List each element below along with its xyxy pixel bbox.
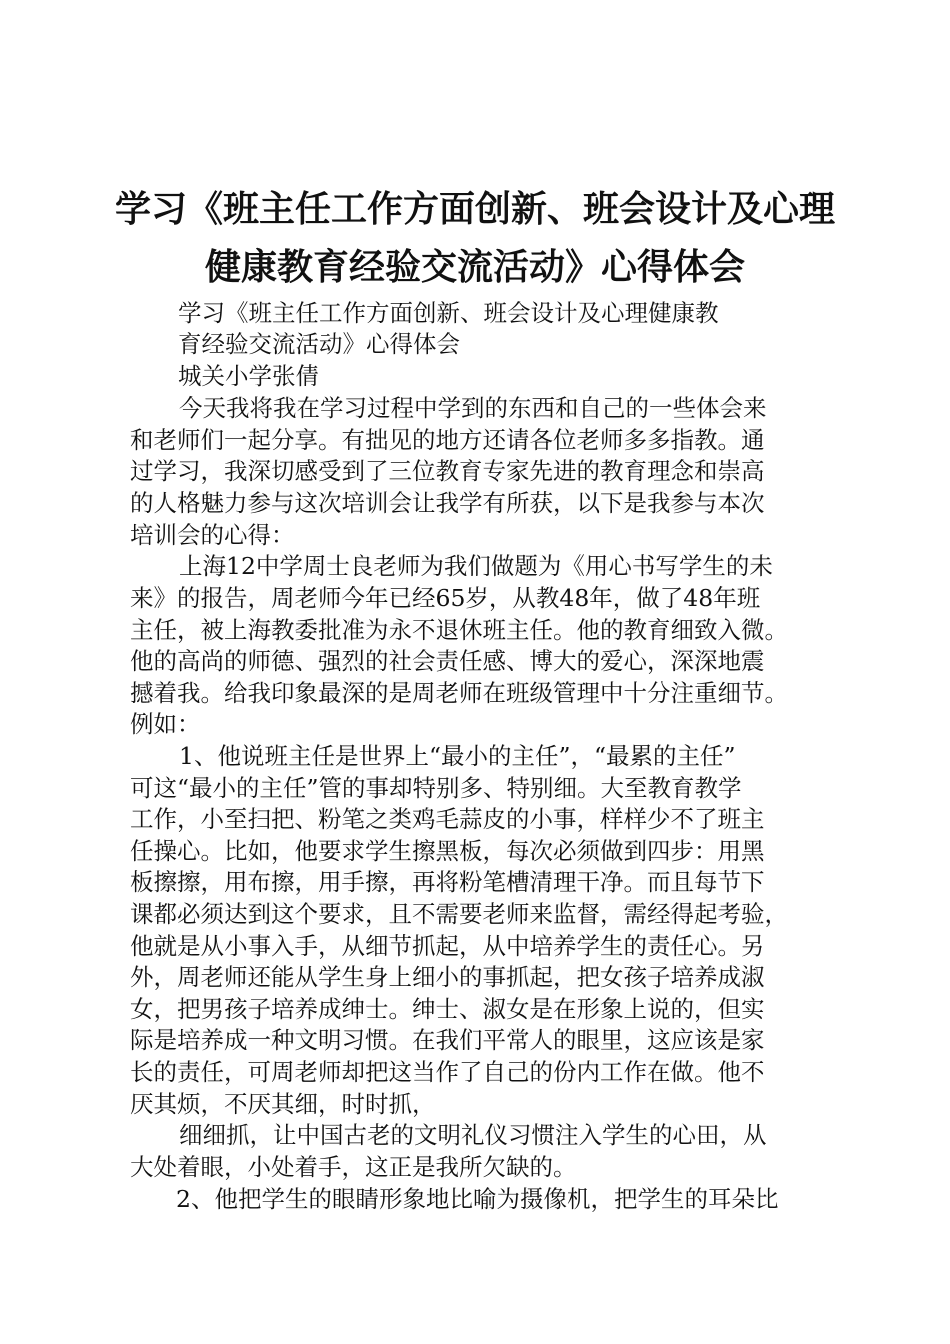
document-title-line-1: 学习《班主任工作方面创新、班会设计及心理 xyxy=(114,189,835,230)
paragraph-3-line-2: 可这“最小的主任”管的事却特别多、特别细。大至教育教学 xyxy=(130,774,742,802)
paragraph-4-line-1: 细细抓，让中国古老的文明礼仪习惯注入学生的心田，从 xyxy=(179,1121,767,1149)
paragraph-1-line-5: 培训会的心得： xyxy=(130,521,295,549)
paragraph-3-line-1: 1、他说班主任是世界上“最小的主任”，“最累的主任” xyxy=(179,742,736,770)
paragraph-2-line-1: 上海12中学周士良老师为我们做题为《用心书写学生的未 xyxy=(179,552,773,580)
paragraph-3-line-5: 板擦擦，用布擦，用手擦，再将粉笔槽清理干净。而且每节下 xyxy=(130,868,765,896)
author-line: 城关小学张倩 xyxy=(178,362,319,390)
paragraph-2-line-4: 他的高尚的师德、强烈的社会责任感、博大的爱心，深深地震 xyxy=(130,647,765,675)
paragraph-3-line-10: 际是培养成一种文明习惯。在我们平常人的眼里，这应该是家 xyxy=(130,1026,765,1054)
paragraph-3-line-3: 工作，小至扫把、粉笔之类鸡毛蒜皮的小事，样样少不了班主 xyxy=(130,805,765,833)
paragraph-3-line-4: 任操心。比如，他要求学生擦黑板，每次必须做到四步：用黑 xyxy=(130,837,765,865)
paragraph-4-line-2: 大处着眼，小处着手，这正是我所欠缺的。 xyxy=(130,1153,577,1181)
paragraph-2-line-2: 来》的报告，周老师今年已经65岁，从教48年，做了48年班 xyxy=(130,584,761,612)
paragraph-1-line-4: 的人格魅力参与这次培训会让我学有所获，以下是我参与本次 xyxy=(130,489,765,517)
document-title-line-2: 健康教育经验交流活动》心得体会 xyxy=(204,247,745,288)
paragraph-2-line-3: 主任，被上海教委批准为永不退休班主任。他的教育细致入微。 xyxy=(130,616,788,644)
subtitle-line-1: 学习《班主任工作方面创新、班会设计及心理健康教 xyxy=(178,299,719,327)
paragraph-3-line-12: 厌其烦，不厌其细，时时抓， xyxy=(130,1090,436,1118)
paragraph-3-line-8: 外，周老师还能从学生身上细小的事抓起，把女孩子培养成淑 xyxy=(130,963,765,991)
paragraph-1-line-1: 今天我将我在学习过程中学到的东西和自己的一些体会来 xyxy=(179,394,767,422)
paragraph-1-line-2: 和老师们一起分享。有拙见的地方还请各位老师多多指教。通 xyxy=(130,426,765,454)
paragraph-2-line-6: 例如： xyxy=(130,710,201,738)
paragraph-3-line-9: 女，把男孩子培养成绅士。绅士、淑女是在形象上说的，但实 xyxy=(130,995,765,1023)
paragraph-3-line-11: 长的责任，可周老师却把这当作了自己的份内工作在做。他不 xyxy=(130,1058,765,1086)
paragraph-2-line-5: 撼着我。给我印象最深的是周老师在班级管理中十分注重细节。 xyxy=(130,679,788,707)
paragraph-3-line-7: 他就是从小事入手，从细节抓起，从中培养学生的责任心。另 xyxy=(130,932,765,960)
paragraph-3-line-6: 课都必须达到这个要求，且不需要老师来监督，需经得起考验， xyxy=(130,900,788,928)
subtitle-line-2: 育经验交流活动》心得体会 xyxy=(178,330,460,358)
paragraph-5-line-1: 2、他把学生的眼睛形象地比喻为摄像机，把学生的耳朵比 xyxy=(176,1185,779,1213)
paragraph-1-line-3: 过学习，我深切感受到了三位教育专家先进的教育理念和崇高 xyxy=(130,457,765,485)
